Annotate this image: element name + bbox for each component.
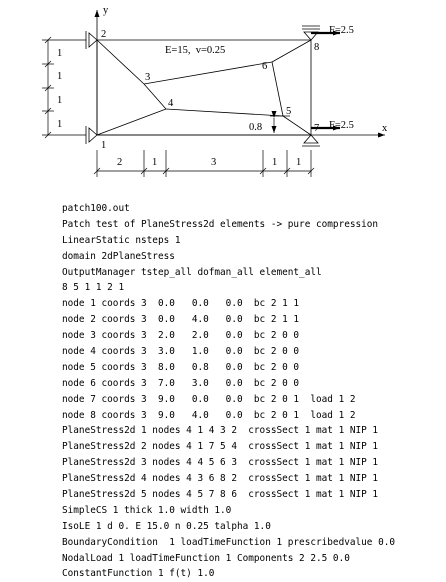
listing-line: NodalLoad 1 loadTimeFunction 1 Components 2 2.5 0.0 — [62, 552, 350, 564]
listing-line: OutputManager tstep_all dofman_all element_all — [62, 266, 322, 278]
roller-support-node-7 — [302, 135, 320, 146]
node-label-3: 3 — [145, 72, 151, 83]
hdim-label-5: 1 — [296, 157, 302, 168]
node-label-2: 2 — [101, 29, 107, 40]
horizontal-dimension-chain — [94, 150, 314, 177]
edge-1-4 — [97, 109, 166, 135]
node-label-5: 5 — [286, 106, 292, 117]
edge-6-8 — [272, 40, 311, 62]
vertical-dimension-chain — [42, 37, 86, 138]
node-label-7: 7 — [314, 123, 320, 134]
listing-line: node 5 coords 3 8.0 0.8 0.0 bc 2 0 0 — [62, 361, 300, 373]
listing-line: PlaneStress2d 3 nodes 4 4 5 6 3 crossSect 1 mat 1 NIP 1 — [62, 457, 379, 469]
vdim-label-3: 1 — [57, 95, 63, 106]
listing-line: node 2 coords 3 0.0 4.0 0.0 bc 2 1 1 — [62, 314, 300, 326]
axis-y-label: y — [103, 5, 109, 16]
node-label-6: 6 — [262, 61, 268, 72]
edge-5-6 — [272, 62, 283, 116]
listing-line: Patch test of PlaneStress2d elements -> pure compression — [62, 218, 379, 230]
listing-line: node 1 coords 3 0.0 0.0 0.0 bc 2 1 1 — [62, 298, 300, 310]
listing-line: SimpleCS 1 thick 1.0 width 1.0 — [62, 504, 232, 516]
load-label-top: F=2.5 — [329, 25, 354, 36]
vdim-label-1: 1 — [57, 48, 63, 59]
edge-2-3 — [97, 40, 144, 84]
node-label-8: 8 — [314, 42, 320, 53]
listing-line: IsoLE 1 d 0. E 15.0 n 0.25 talpha 1.0 — [62, 520, 271, 532]
support-node-1 — [86, 126, 97, 144]
edge-4-5 — [166, 109, 283, 116]
listing-line: LinearStatic nsteps 1 — [62, 234, 181, 246]
listing-line: PlaneStress2d 1 nodes 4 1 4 3 2 crossSect 1 mat 1 NIP 1 — [62, 425, 379, 437]
axis-x-label: x — [382, 123, 388, 134]
listing-line: domain 2dPlaneStress — [62, 250, 175, 262]
listing-line: node 3 coords 3 2.0 2.0 0.0 bc 2 0 0 — [62, 330, 300, 342]
hdim-label-2: 1 — [152, 157, 158, 168]
listing-line: node 7 coords 3 9.0 0.0 0.0 bc 2 0 1 load 1 2 — [62, 393, 356, 405]
listing-line: node 8 coords 3 9.0 4.0 0.0 bc 2 0 1 load 1 2 — [62, 409, 356, 421]
listing-line: PlaneStress2d 4 nodes 4 3 6 8 2 crossSect 1 mat 1 NIP 1 — [62, 473, 379, 485]
node-label-1: 1 — [101, 140, 107, 151]
listing-line: 8 5 1 1 2 1 — [62, 282, 125, 294]
listing-line: BoundaryCondition 1 loadTimeFunction 1 prescribedvalue 0.0 — [62, 536, 396, 548]
hdim-label-4: 1 — [272, 157, 278, 168]
hdim-label-1: 2 — [117, 157, 123, 168]
edge-3-4 — [144, 84, 166, 109]
listing-line: PlaneStress2d 5 nodes 4 5 7 8 6 crossSect 1 mat 1 NIP 1 — [62, 489, 379, 501]
edge-5-7 — [283, 116, 311, 135]
input-file-listing — [62, 201, 395, 582]
material-label: E=15, v=0.25 — [165, 45, 226, 56]
load-label-bottom: F=2.5 — [329, 120, 354, 131]
dim-label-node5-height: 0.8 — [249, 122, 263, 133]
vdim-label-4: 1 — [57, 119, 63, 130]
node-label-4: 4 — [168, 98, 174, 109]
listing-line: patch100.out — [62, 203, 130, 214]
listing-line: node 4 coords 3 3.0 1.0 0.0 bc 2 0 0 — [62, 346, 300, 358]
edge-3-6 — [144, 62, 272, 84]
listing-line: PlaneStress2d 2 nodes 4 1 7 5 4 crossSect 1 mat 1 NIP 1 — [62, 441, 379, 453]
hdim-label-3: 3 — [211, 157, 217, 168]
support-node-2 — [86, 31, 97, 49]
listing-line: node 6 coords 3 7.0 3.0 0.0 bc 2 0 0 — [62, 377, 300, 389]
listing-line: ConstantFunction 1 f(t) 1.0 — [62, 568, 215, 580]
patch-test-figure — [0, 0, 446, 200]
vdim-label-2: 1 — [57, 71, 63, 82]
